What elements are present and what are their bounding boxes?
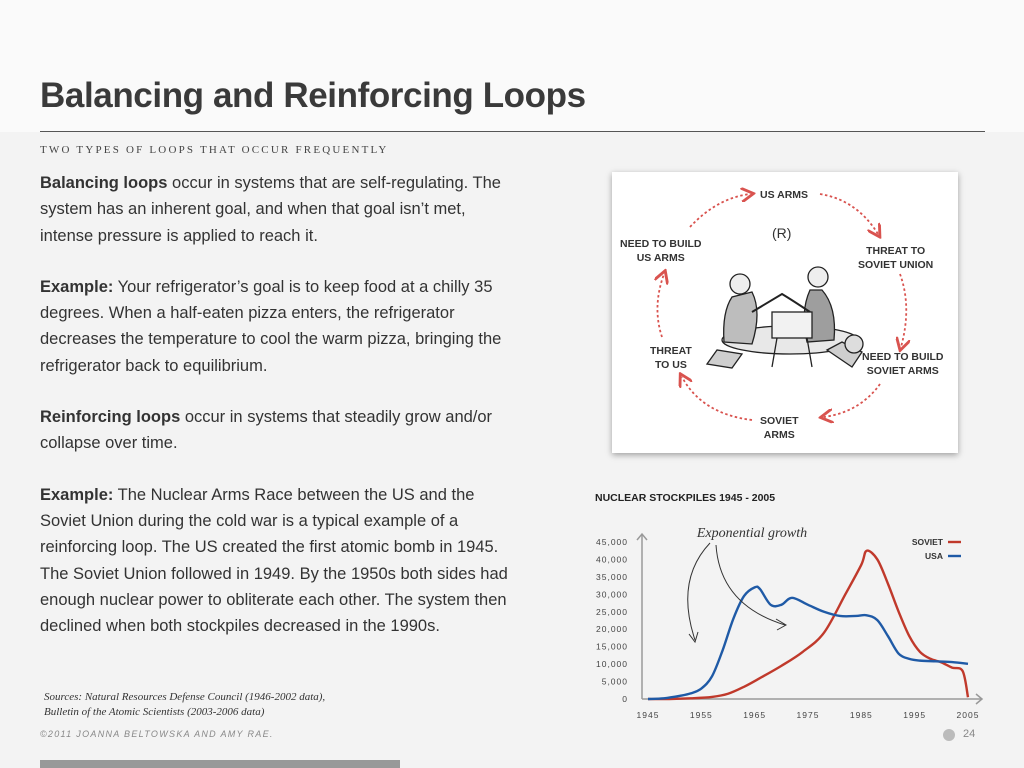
body-text	[40, 170, 520, 664]
example-label: Example:	[40, 485, 114, 504]
x-tick-label: 1975	[796, 710, 820, 720]
node-label: US ARMS	[760, 189, 809, 201]
arrow-build-to-us-arms	[690, 194, 750, 227]
loop-type-label: (R)	[772, 225, 792, 241]
legend-label-soviet: SOVIET	[911, 537, 943, 547]
chart-annotation: Exponential growth	[696, 526, 808, 541]
nuclear-stockpiles-chart	[580, 485, 1000, 725]
y-tick-label: 20,000	[596, 624, 628, 635]
y-tick-label: 0	[622, 694, 628, 704]
y-tick-label: 5,000	[601, 676, 628, 687]
reinforcing-loop-diagram	[612, 172, 958, 453]
y-tick-label: 10,000	[596, 659, 628, 670]
node-label: NEED TO BUILD	[620, 238, 702, 250]
series-line-usa	[648, 587, 968, 699]
y-tick-label: 15,000	[596, 641, 628, 652]
x-tick-label: 1965	[743, 710, 767, 720]
node-label: SOVIET	[760, 415, 799, 427]
y-tick-label: 40,000	[596, 554, 628, 565]
page-subtitle: TWO TYPES OF LOOPS THAT OCCUR FREQUENTLY	[40, 144, 389, 156]
page-number: 24	[963, 728, 976, 740]
node-label: ARMS	[763, 429, 795, 441]
page-title: Balancing and Reinforcing Loops	[40, 76, 586, 115]
node-us-arms	[760, 188, 808, 202]
balancing-description: occur in systems that are self-regulating. The system has an inherent goal, and when that goal isn’t met, intense pressure is applied to reach it.	[40, 174, 501, 245]
balancing-paragraph	[40, 170, 520, 249]
title-divider	[40, 131, 985, 132]
arrow-threat-us-to-build	[657, 274, 664, 337]
legend-label-usa: USA	[925, 551, 943, 561]
refrigerator-example: Your refrigerator’s goal is to keep food at a chilly 35 degrees. When a half-eaten pizza enters, the refrigerator decreases the temperature to cool the warm pizza, bringing the refrigerator back to equilibrium.	[40, 277, 502, 375]
reinforcing-paragraph	[40, 404, 520, 457]
arrow-build-to-soviet	[824, 384, 880, 417]
annotation-pointer-head	[689, 632, 698, 642]
arrow-us-arms-to-threat	[820, 194, 878, 234]
y-tick-label: 35,000	[596, 571, 628, 582]
node-label: NEED TO BUILD	[862, 351, 944, 363]
node-label: THREAT TO	[866, 245, 926, 257]
annotation-pointer	[688, 543, 710, 640]
x-tick-label: 1945	[636, 710, 660, 720]
y-tick-label: 45,000	[596, 537, 628, 547]
node-threat-to-soviet-union	[858, 244, 933, 272]
annotation-pointer	[716, 545, 785, 625]
chart-title: NUCLEAR STOCKPILES 1945 - 2005	[595, 492, 776, 504]
arrow-soviet-to-threat-us	[682, 377, 752, 420]
sources-note	[44, 690, 325, 720]
node-soviet-arms	[760, 414, 799, 442]
x-tick-label: 2005	[956, 710, 980, 720]
page-indicator-dot	[943, 729, 955, 741]
x-tick-label: 1955	[689, 710, 713, 720]
reinforcing-term: Reinforcing loops	[40, 408, 181, 427]
balancing-term: Balancing loops	[40, 174, 168, 192]
node-label: SOVIET ARMS	[866, 365, 939, 377]
x-tick-label: 1985	[849, 710, 873, 720]
node-label: TO US	[654, 359, 687, 371]
x-tick-label: 1995	[903, 710, 927, 720]
refrigerator-example-paragraph	[40, 274, 520, 379]
node-label: US ARMS	[636, 252, 685, 264]
loop-arrows	[612, 172, 958, 453]
arm-wrestling-illustration	[707, 267, 863, 368]
y-tick-label: 30,000	[596, 589, 628, 600]
node-label: SOVIET UNION	[858, 259, 934, 271]
copyright-notice: ©2011 JOANNA BELTOWSKA AND AMY RAE.	[40, 729, 274, 739]
arms-race-example-paragraph	[40, 482, 520, 640]
annotation-pointer-head	[776, 619, 786, 630]
node-label: THREAT	[650, 345, 692, 357]
arrow-threat-to-build	[900, 274, 906, 347]
chart-canvas	[580, 485, 1000, 725]
example-label: Example:	[40, 277, 114, 296]
progress-bar	[40, 760, 400, 768]
y-tick-label: 25,000	[596, 606, 628, 617]
node-threat-to-us	[650, 344, 692, 372]
node-need-to-build-us-arms	[620, 237, 701, 265]
series-line-soviet	[648, 551, 968, 699]
source-line: Sources: Natural Resources Defense Council (1946-2002 data),	[44, 691, 326, 703]
reinforcing-description: occur in systems that steadily grow and/or collapse over time.	[40, 408, 493, 453]
node-need-to-build-soviet-arms	[862, 350, 943, 378]
source-line: Bulletin of the Atomic Scientists (2003-2006 data)	[44, 706, 265, 718]
arms-race-example: The Nuclear Arms Race between the US and the Soviet Union during the cold war is a typical example of a reinforcing loop. The US created the first atomic bomb in 1945. The Soviet Union followed in 1949. By the 1950s both sides had enough nuclear power to obliterate each other. The system then declined when both stockpiles decreased in the 1990s.	[40, 485, 508, 636]
